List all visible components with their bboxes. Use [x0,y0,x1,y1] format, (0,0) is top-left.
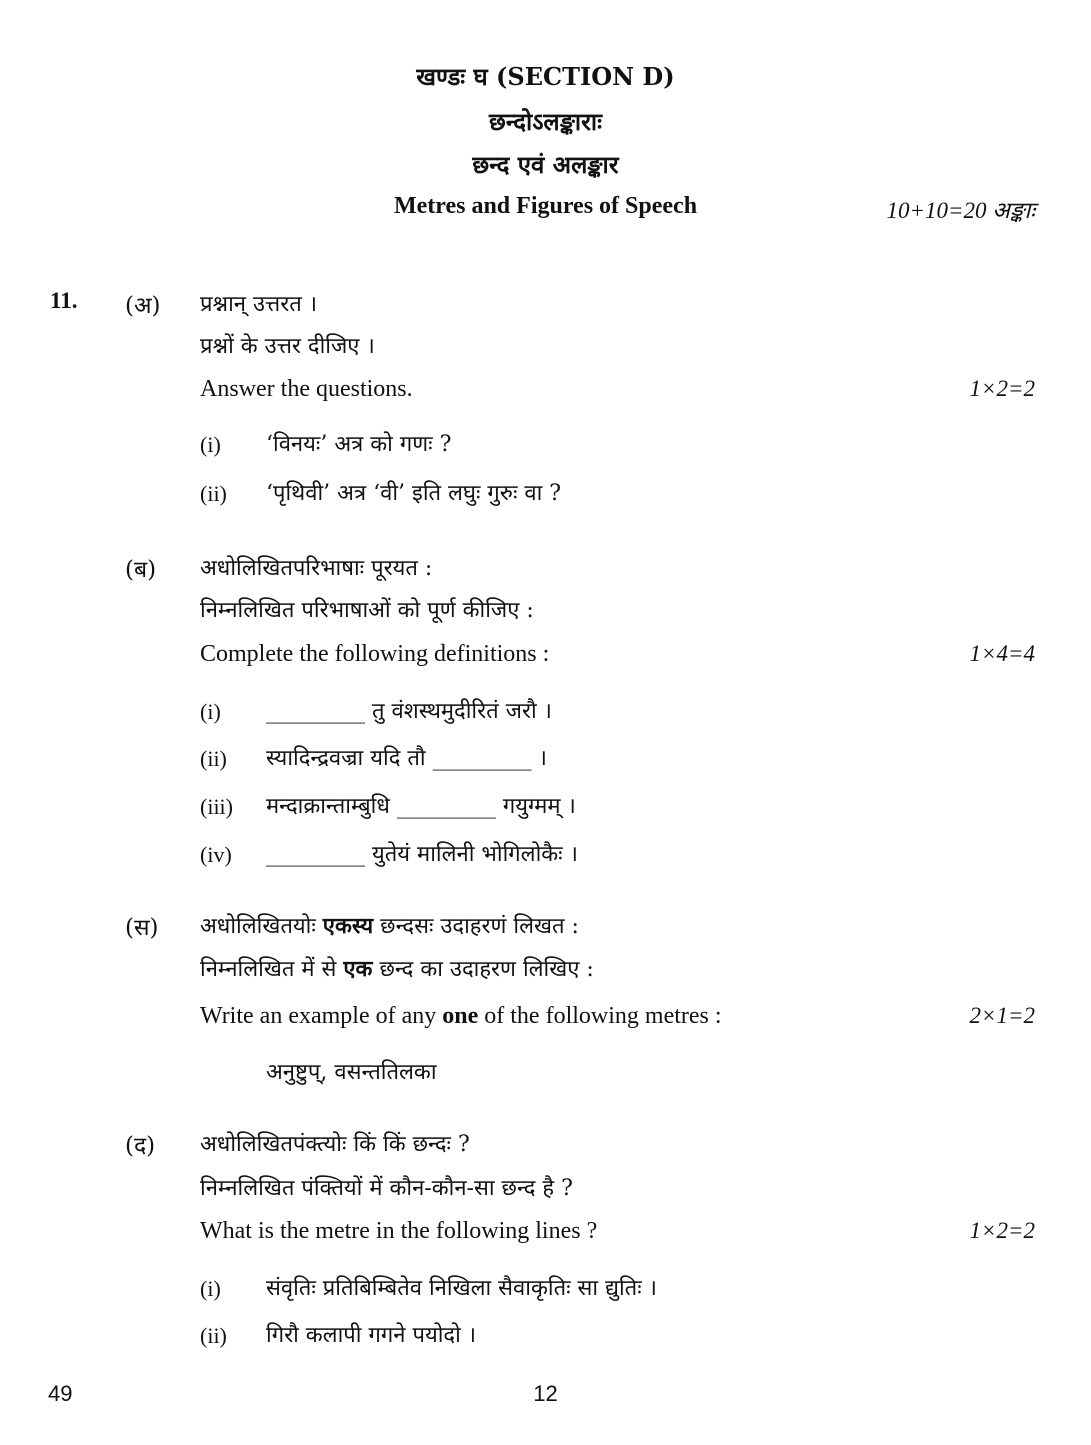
part-b-item-1-text: _________ तु वंशस्थमुदीरितं जरौ । [266,699,553,724]
total-marks: 10+10=20 अङ्काः [886,198,1035,223]
part-c-sanskrit-post: छन्दसः उदाहरणं लिखत : [373,914,579,939]
part-d-marks: 1×2=2 [969,1218,1035,1243]
sanskrit-title: छन्दोऽलङ्काराः [489,107,602,136]
part-c-english [200,1003,722,1030]
part-a-hindi: प्रश्नों के उत्तर दीजिए । [200,334,375,359]
part-c-english-bold: one [442,1003,479,1029]
part-c-english-pre: Write an example of any [200,1003,443,1029]
part-a-label: (अ) [125,293,161,319]
part-c-hindi-post: छन्द का उदाहरण लिखिए : [372,957,594,982]
page-number: 12 [533,1381,558,1406]
part-c-hindi-pre: निम्नलिखित में से [200,957,344,982]
part-d-hindi: निम्नलिखित पंक्तियों में कौन-कौन-सा छन्द है ? [200,1176,573,1201]
part-b-item-4-num: (iv) [200,842,232,867]
part-b-item-2-text: स्यादिन्द्रवज्रा यदि तौ _________ । [266,746,547,771]
part-c-hindi [200,953,594,983]
part-a-item-1-text: ‘विनयः’ अत्र को गणः ? [266,432,452,457]
part-d-sanskrit: अधोलिखितपंक्त्योः किं किं छन्दः ? [200,1132,470,1157]
part-c-english-post: of the following metres : [478,1003,722,1029]
part-b-marks: 1×4=4 [969,641,1035,666]
part-c-marks: 2×1=2 [969,1003,1035,1028]
part-c-options: अनुष्टुप्, वसन्ततिलका [266,1060,437,1085]
english-title: Metres and Figures of Speech [393,193,698,219]
part-b-label: (ब) [125,557,157,583]
part-b-sanskrit: अधोलिखितपरिभाषाः पूरयत : [200,556,433,581]
part-d-item-1-text: संवृतिः प्रतिबिम्बितेव निखिला सैवाकृतिः सा द्युतिः । [266,1276,657,1301]
part-a-english: Answer the questions. [200,376,413,402]
part-b-english: Complete the following definitions : [200,641,550,667]
part-b-item-2-num: (ii) [200,746,227,771]
part-b-item-3-num: (iii) [200,794,233,819]
part-a-item-1-num: (i) [200,432,221,457]
part-c-label: (स) [125,915,159,941]
part-d-item-1-num: (i) [200,1276,221,1301]
part-d-label: (द) [125,1133,156,1159]
question-number: 11. [50,288,78,313]
part-c-hindi-bold: एक [343,956,373,982]
part-b-item-4-text: _________ युतेयं मालिनी भोगिलोकैः । [266,842,578,867]
paper-code: 49 [48,1381,73,1406]
part-a-sanskrit: प्रश्नान् उत्तरत । [200,292,318,317]
part-d-item-2-num: (ii) [200,1323,227,1348]
hindi-title: छन्द एवं अलङ्कार [472,150,619,179]
part-a-marks: 1×2=2 [969,376,1035,401]
part-a-item-2-text: ‘पृथिवी’ अत्र ‘वी’ इति लघुः गुरुः वा ? [266,481,562,506]
section-title: खण्डः घ (SECTION D) [416,62,675,91]
part-c-sanskrit-pre: अधोलिखितयोः [200,914,323,939]
part-c-sanskrit [200,910,579,940]
part-b-item-3-text: मन्दाक्रान्ताम्बुधि _________ गयुग्मम् । [266,794,576,819]
part-d-item-2-text: गिरौ कलापी गगने पयोदो । [266,1323,477,1348]
part-c-sanskrit-bold: एकस्य [322,913,374,939]
part-b-item-1-num: (i) [200,699,221,724]
part-b-hindi: निम्नलिखित परिभाषाओं को पूर्ण कीजिए : [200,598,534,623]
part-d-english: What is the metre in the following lines ? [200,1218,598,1244]
part-a-item-2-num: (ii) [200,481,227,506]
